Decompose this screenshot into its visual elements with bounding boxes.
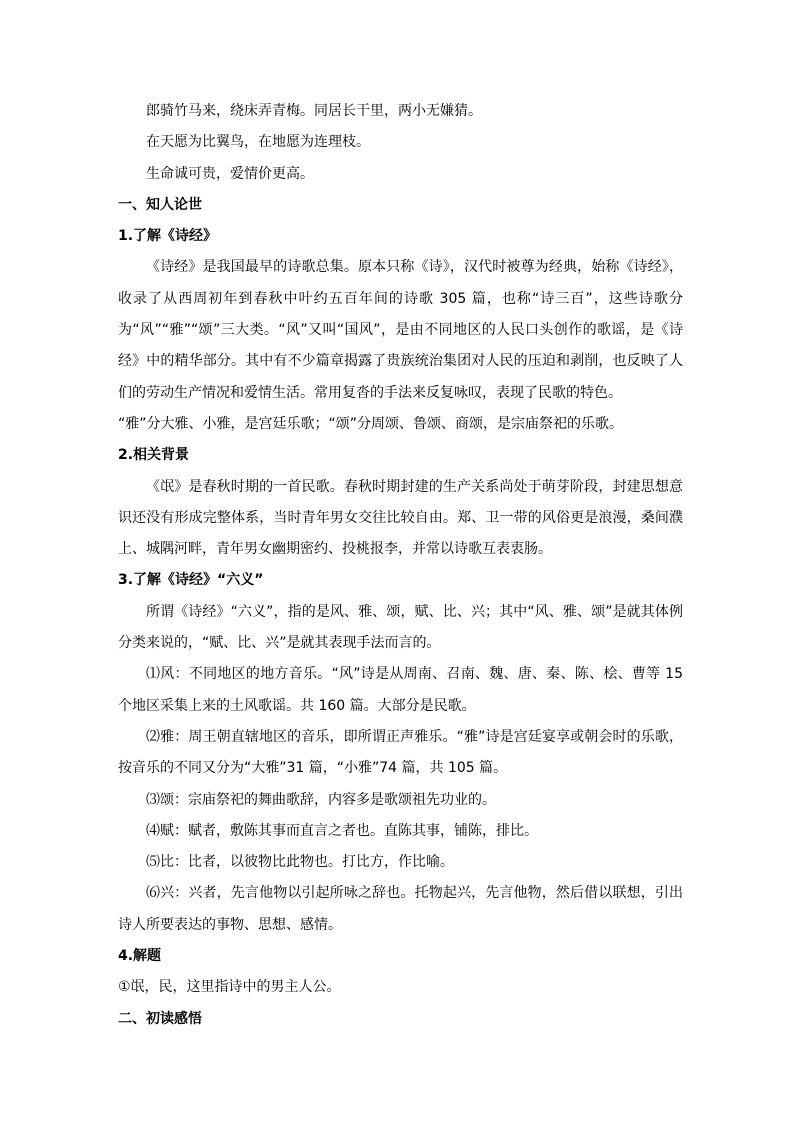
poem-line-1: 郎骑竹马来，绕床弄青梅。同居长干里，两小无嫌猜。 xyxy=(146,103,482,119)
liuyi-item-song: ⑶颂：宗庙祭祀的舞曲歌辞，内容多是歌颂祖先功业的。 xyxy=(146,791,496,808)
subheading-1: 1.了解《诗经》 xyxy=(118,228,218,245)
liuyi-item-ya: ⑵雅：周王朝直辖地区的音乐，即所谓正声雅乐。“雅”诗是宫廷宴享或朝会时的乐歌，按音乐的不同又分为“大雅”31 篇，“小雅”74 篇，共 105 篇。 xyxy=(118,728,683,777)
liuyi-item-bi: ⑸比：比者，以彼物比此物也。打比方，作比喻。 xyxy=(146,854,454,871)
paragraph-ya-song: “雅”分大雅、小雅，是宫廷乐歌；“颂”分周颂、鲁颂、商颂，是宗庙祭祀的乐歌。 xyxy=(118,415,624,432)
liuyi-item-fu: ⑷赋：赋者，敷陈其事而直言之者也。直陈其事，铺陈，排比。 xyxy=(146,822,538,839)
section-heading-2: 二、初读感悟 xyxy=(118,1010,202,1027)
liuyi-item-feng: ⑴风：不同地区的地方音乐。“风”诗是从周南、召南、魏、唐、秦、陈、桧、曹等 15 个地区采集上来的土风歌谣。共 160 篇。大部分是民歌。 xyxy=(118,666,683,714)
subheading-3: 3.了解《诗经》“六义” xyxy=(118,572,264,589)
paragraph-background: 《氓》是春秋时期的一首民歌。春秋时期封建的生产关系尚处于萌芽阶段，封建思想意识还没有形成完整体系，当时青年男女交往比较自由。郑、卫一带的风俗更是浪漫，桑间濮上、城隅河畔，青年男女幽期密约、投桃报李，并常以诗歌互表衷肠。 xyxy=(118,478,683,558)
subheading-2: 2.相关背景 xyxy=(118,447,190,464)
poem-line-3: 生命诚可贵，爱情价更高。 xyxy=(146,165,314,182)
paragraph-shijing-intro: 《诗经》是我国最早的诗歌总集。原本只称《诗》，汉代时被尊为经典，始称《诗经》，收录了从西周初年到春秋中叶约五百年间的诗歌 305 篇，也称“诗三百”，这些诗歌分为“风”“雅”“颂”三大类。“风”又叫“国风”，是由不同地区的人民口头创作的歌谣，是《诗经》中的精华部分。其中有不少篇章揭露了贵族统治集团对人民的压迫和剥削，也反映了人们的劳动生产情况和爱情生活。常用复沓的手法来反复咏叹，表现了民歌的特色。 xyxy=(118,259,683,401)
paragraph-title-explanation: ①氓，民，这里指诗中的男主人公。 xyxy=(118,979,341,996)
liuyi-item-xing: ⑹兴：兴者，先言他物以引起所咏之辞也。托物起兴，先言他物，然后借以联想，引出诗人所要表达的事物、思想、感情。 xyxy=(118,885,683,933)
subheading-4: 4.解题 xyxy=(118,948,162,965)
poem-line-2: 在天愿为比翼鸟，在地愿为连理枝。 xyxy=(146,134,370,151)
document-body xyxy=(118,96,683,1035)
section-heading-1: 一、知人论世 xyxy=(118,196,202,213)
paragraph-liuyi-intro: 所谓《诗经》“六义”，指的是风、雅、颂，赋、比、兴；其中“风、雅、颂”是就其体例分类来说的，“赋、比、兴”是就其表现手法而言的。 xyxy=(118,603,683,652)
